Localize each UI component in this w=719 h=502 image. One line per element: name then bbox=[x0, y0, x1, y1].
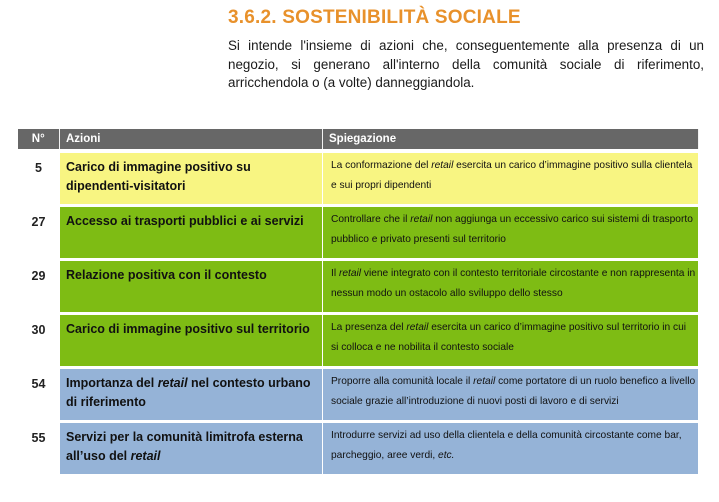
explanation-cell-segment: retail bbox=[473, 376, 496, 387]
explanation-cell-segment: Controllare che il bbox=[331, 214, 411, 225]
table-row bbox=[18, 314, 699, 368]
explanation-cell-segment: non aggiunga un eccessivo carico sui sistemi di trasporto pubblico e privato presenti sul territorio bbox=[331, 214, 693, 245]
action-cell-segment: Carico di immagine positivo su dipendenti-visitatori bbox=[66, 160, 251, 193]
explanation-cell-segment: viene integrato con il contesto territoriale circostante e non rappresenta in nessun modo un ostacolo allo sviluppo dello stesso bbox=[331, 268, 696, 299]
explanation-cell bbox=[323, 206, 699, 260]
table-body bbox=[18, 151, 699, 475]
row-number: 54 bbox=[18, 368, 60, 422]
explanation-cell-segment: retail bbox=[338, 268, 362, 279]
action-cell-segment: Accesso ai trasporti pubblici e ai servizi bbox=[66, 214, 304, 228]
row-number: 29 bbox=[18, 260, 60, 314]
explanation-cell-segment: retail bbox=[406, 322, 429, 333]
explanation-cell bbox=[323, 314, 699, 368]
explanation-cell-segment: Il bbox=[331, 268, 339, 279]
explanation-cell-segment: Introdurre servizi ad uso della clientela e della comunità circostante come bar, parcheggio, aree verdi, bbox=[331, 430, 682, 461]
action-cell-segment: Servizi per la comunità limitrofa esterna all’uso del bbox=[66, 430, 303, 463]
section-intro: Si intende l'insieme di azioni che, conseguentemente alla presenza di un negozio, si generano all'interno della comunità sociale di riferimento, arricchendola o (a volte) danneggiandola. bbox=[228, 38, 704, 90]
table-row bbox=[18, 151, 699, 206]
row-number: 27 bbox=[18, 206, 60, 260]
explanation-cell-segment: Proporre alla comunità locale il bbox=[331, 376, 474, 387]
action-cell-segment: Importanza del bbox=[66, 376, 158, 390]
action-cell bbox=[60, 206, 323, 260]
header-num: N° bbox=[18, 129, 60, 151]
table-row bbox=[18, 422, 699, 475]
explanation-cell-segment: come portatore di un ruolo benefico a livello sociale grazie all’introduzione di nuovi posti di lavoro e di servizi bbox=[331, 376, 696, 407]
table-row bbox=[18, 260, 699, 314]
table-row bbox=[18, 206, 699, 260]
explanation-cell bbox=[323, 368, 699, 422]
explanation-cell bbox=[323, 422, 699, 475]
action-cell bbox=[60, 314, 323, 368]
action-cell-segment: Relazione positiva con il contesto bbox=[66, 268, 267, 282]
header-explanation: Spiegazione bbox=[323, 129, 699, 151]
explanation-cell bbox=[323, 260, 699, 314]
action-cell-segment: retail bbox=[130, 448, 161, 463]
explanation-cell-segment: La presenza del bbox=[331, 322, 407, 333]
explanation-cell-segment: esercita un carico d’immagine positivo sul territorio in cui si colloca e ne nobilita il contesto sociale bbox=[331, 322, 687, 353]
explanation-cell-segment: La conformazione del bbox=[331, 160, 432, 171]
explanation-cell bbox=[323, 151, 699, 206]
action-cell-segment: nel contesto urbano di riferimento bbox=[66, 376, 311, 409]
explanation-cell-segment: retail bbox=[410, 214, 433, 225]
action-cell bbox=[60, 151, 323, 206]
actions-table bbox=[17, 129, 699, 475]
row-number: 30 bbox=[18, 314, 60, 368]
explanation-cell-segment: esercita un carico d’immagine positivo sulla clientela e sui propri dipendenti bbox=[331, 160, 693, 191]
action-cell bbox=[60, 422, 323, 475]
section-title: 3.6.2. SOSTENIBILITÀ SOCIALE bbox=[228, 7, 521, 28]
table-header-row bbox=[18, 129, 699, 151]
header-actions: Azioni bbox=[60, 129, 323, 151]
row-number: 5 bbox=[18, 151, 60, 206]
action-cell bbox=[60, 368, 323, 422]
action-cell bbox=[60, 260, 323, 314]
table-row bbox=[18, 368, 699, 422]
explanation-cell-segment: retail bbox=[431, 160, 454, 171]
action-cell-segment: retail bbox=[157, 376, 188, 390]
row-number: 55 bbox=[18, 422, 60, 475]
explanation-cell-segment: etc. bbox=[438, 450, 455, 461]
action-cell-segment: Carico di immagine positivo sul territorio bbox=[66, 322, 310, 336]
